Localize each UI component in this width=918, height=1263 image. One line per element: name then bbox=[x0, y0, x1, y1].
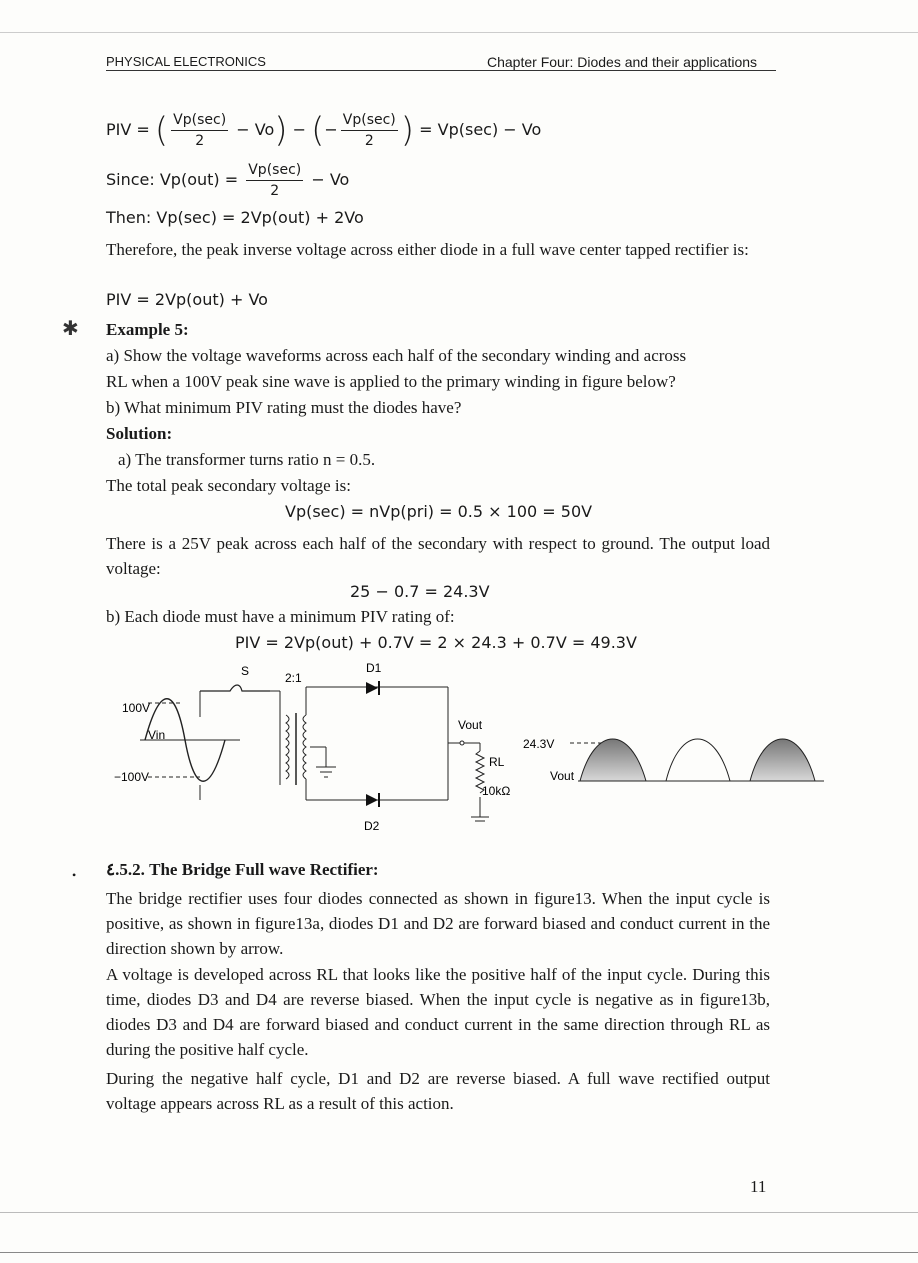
paren-open: ( bbox=[154, 110, 169, 151]
label-vout: Vout bbox=[458, 718, 483, 732]
out-node bbox=[460, 741, 464, 745]
paren-close-2: ) bbox=[400, 110, 415, 151]
scan-bottom-line bbox=[0, 1212, 918, 1213]
output-load-text: There is a 25V peak across each half of the secondary with respect to ground. The output load voltage: bbox=[106, 534, 770, 578]
label-out-peak: 24.3V bbox=[523, 737, 555, 751]
primary-coil bbox=[286, 715, 289, 779]
since-equation bbox=[106, 160, 349, 201]
fraction-2-den: 2 bbox=[364, 133, 374, 149]
label-d1: D1 bbox=[366, 661, 382, 675]
section-bullet-mark: • bbox=[72, 868, 77, 882]
solution-a: a) The transformer turns ratio n = 0.5. bbox=[118, 450, 376, 469]
example-title: Example 5: bbox=[106, 320, 189, 339]
secondary-coil bbox=[303, 715, 306, 779]
margin-mark: ✱ bbox=[62, 318, 79, 340]
since-num: Vp(sec) bbox=[246, 160, 303, 181]
minus-sign: − bbox=[292, 120, 307, 139]
fraction-1-den: 2 bbox=[195, 133, 205, 149]
then-equation: Then: Vp(sec) = 2Vp(out) + 2Vo bbox=[106, 208, 364, 227]
label-vout-wave: Vout bbox=[550, 769, 575, 783]
label-vin: Vin bbox=[148, 728, 166, 742]
label-ratio: 2:1 bbox=[285, 671, 302, 685]
solution-secondary: The total peak secondary voltage is: bbox=[106, 476, 351, 495]
header-rule bbox=[106, 70, 776, 71]
page-number: 11 bbox=[750, 1177, 767, 1196]
label-100v: 100V bbox=[122, 701, 151, 715]
piv-equation bbox=[106, 110, 541, 151]
label-neg100v: −100V bbox=[114, 770, 150, 784]
solution-label: Solution: bbox=[106, 424, 173, 443]
section-p3: During the negative half cycle, D1 and D2 are reverse biased. A full wave rectified output voltage appears across RL as a result of this action. bbox=[106, 1069, 770, 1113]
example-a: a) Show the voltage waveforms across each half of the secondary winding and across bbox=[106, 346, 687, 365]
fraction-1 bbox=[171, 110, 228, 151]
fraction-1-num: Vp(sec) bbox=[171, 110, 228, 131]
section-title: ٤.5.2. The Bridge Full wave Rectifier: bbox=[106, 860, 379, 879]
section-p2: A voltage is developed across RL that looks like the positive half of the input cycle. During this time, diodes D3 and D4 are reverse biased. When the input cycle is negative as in figure13b, diodes D3 and D4 are forward biased and conduct current in the same direction through RL as during the positive half cycle. bbox=[106, 965, 770, 1059]
label-s: S bbox=[241, 664, 250, 678]
solution-b: b) Each diode must have a minimum PIV rating of: bbox=[106, 607, 455, 626]
since-fraction bbox=[246, 160, 303, 201]
section-p1: The bridge rectifier uses four diodes connected as shown in figure13. When the input cycle is positive, as shown in figure13a, diodes D1 and D2 are forward biased and conduct current in the direction shown by arrow. bbox=[106, 889, 770, 958]
piv-final: PIV = 2Vp(out) + Vo bbox=[106, 290, 268, 309]
out-hump-2 bbox=[666, 739, 730, 781]
paren-open-2: ( bbox=[311, 110, 325, 151]
scan-top-line bbox=[0, 32, 918, 33]
fraction-2 bbox=[341, 110, 398, 151]
paren-close: ) bbox=[274, 110, 288, 151]
header-right: Chapter Four: Diodes and their applications bbox=[487, 54, 758, 70]
since-den: 2 bbox=[270, 183, 280, 199]
since-label: Since: Vp(out) = bbox=[106, 170, 239, 189]
header-left: PHYSICAL ELECTRONICS bbox=[106, 54, 266, 69]
scan-bottom-line-2 bbox=[0, 1252, 918, 1253]
out-hump-3 bbox=[750, 739, 815, 781]
secondary-equation: Vp(sec) = nVp(pri) = 0.5 × 100 = 50V bbox=[285, 502, 593, 521]
piv-rating-equation: PIV = 2Vp(out) + 0.7V = 2 × 24.3 + 0.7V = 49.3V bbox=[235, 633, 637, 652]
center-tap-circuit bbox=[100, 655, 830, 840]
neg-sign: − bbox=[324, 120, 338, 139]
output-equation: 25 − 0.7 = 24.3V bbox=[350, 582, 490, 601]
label-rl: RL bbox=[489, 755, 505, 769]
piv-rhs: = Vp(sec) − Vo bbox=[419, 120, 542, 139]
switch-icon bbox=[200, 685, 270, 691]
out-hump-1 bbox=[580, 739, 646, 781]
minus-vo: − Vo bbox=[236, 120, 275, 139]
diode-d2 bbox=[366, 794, 378, 806]
since-tail: − Vo bbox=[311, 170, 350, 189]
fraction-2-num: Vp(sec) bbox=[341, 110, 398, 131]
example-b: b) What minimum PIV rating must the diodes have? bbox=[106, 398, 462, 417]
therefore-text: Therefore, the peak inverse voltage across either diode in a full wave center tapped rectifier is: bbox=[106, 240, 749, 259]
example-a2: RL when a 100V peak sine wave is applied to the primary winding in figure below? bbox=[106, 372, 676, 391]
diode-d1 bbox=[366, 682, 378, 694]
label-10k: 10kΩ bbox=[482, 784, 511, 798]
piv-lhs: PIV = bbox=[106, 120, 150, 139]
label-d2: D2 bbox=[364, 819, 380, 833]
